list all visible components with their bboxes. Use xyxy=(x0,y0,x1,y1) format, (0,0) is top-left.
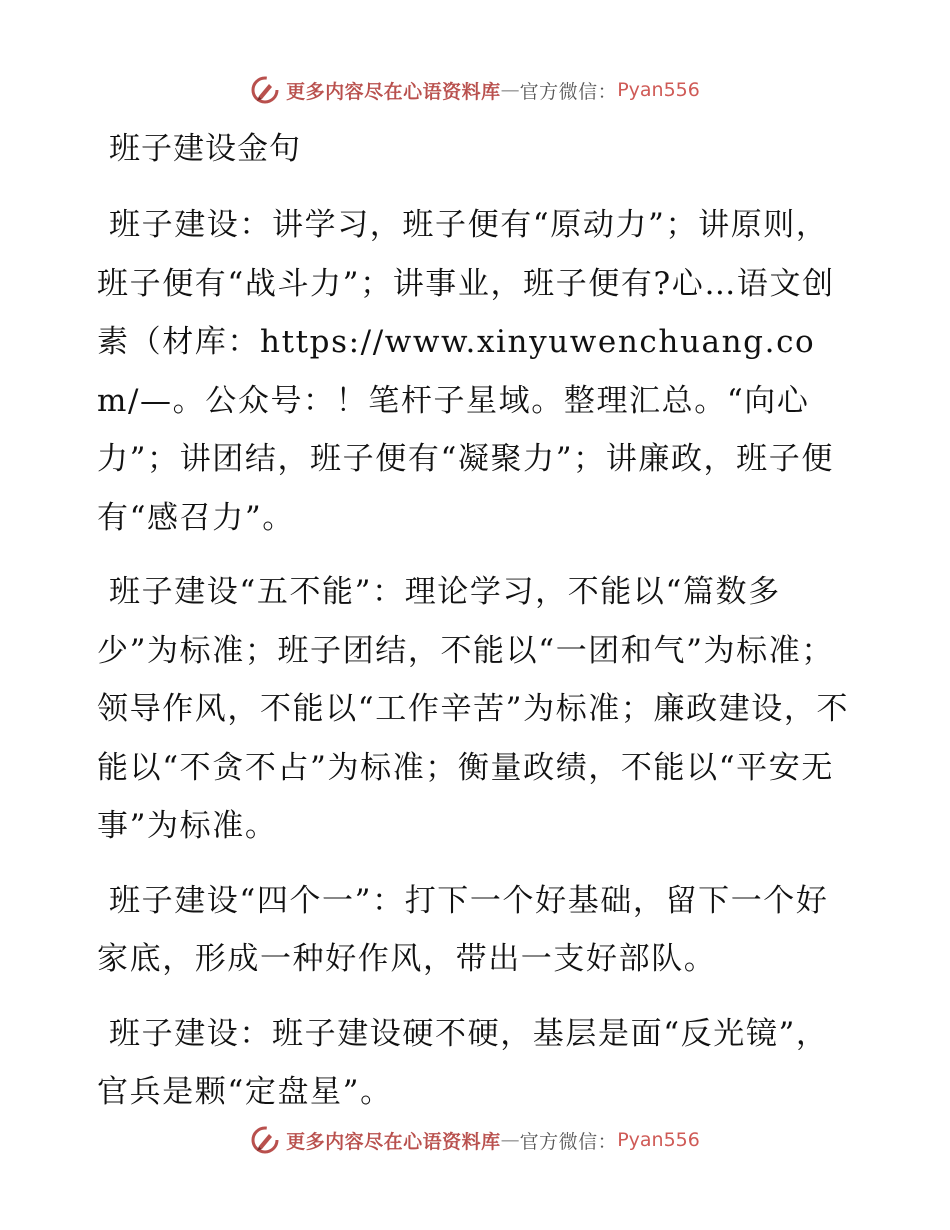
footer-banner xyxy=(0,1120,950,1160)
banner-label: 官方微信： xyxy=(519,1130,618,1153)
header-banner xyxy=(0,70,950,110)
banner-wechat-id: Pyan556 xyxy=(617,79,700,101)
pen-logo-icon xyxy=(250,75,280,105)
banner-wechat-id: Pyan556 xyxy=(617,1129,700,1151)
document-title: 班子建设金句 xyxy=(109,131,301,167)
banner-label: 官方微信： xyxy=(519,80,618,103)
banner-main-text: 更多内容尽在心语资料库 xyxy=(286,1130,501,1153)
banner-separator: — xyxy=(500,79,520,101)
paragraph-1: 班子建设：讲学习，班子便有“原动力”；讲原则，班子便有“战斗力”；讲事业，班子便有?心…语文创素（材库：https://www.xinyuwenchuang.com/—。公众号：！笔杆子星域。整理汇总。“向心力”；讲团结，班子便有“凝聚力”；讲廉政，班子便有“感召力”。 xyxy=(97,207,835,536)
pen-logo-icon xyxy=(250,1125,280,1155)
banner-main-text: 更多内容尽在心语资料库 xyxy=(286,80,501,103)
banner-separator: — xyxy=(500,1129,520,1151)
paragraph-3: 班子建设“四个一”：打下一个好基础，留下一个好家底，形成一种好作风，带出一支好部队。 xyxy=(97,882,829,977)
document-body xyxy=(97,120,857,1122)
paragraph-2: 班子建设“五不能”：理论学习，不能以“篇数多少”为标准；班子团结，不能以“一团和气”为标准；领导作风，不能以“工作辛苦”为标准；廉政建设，不能以“不贪不占”为标准；衡量政绩，不能以“平安无事”为标准。 xyxy=(97,574,850,844)
paragraph-4: 班子建设：班子建设硬不硬，基层是面“反光镜”，官兵是颗“定盘星”。 xyxy=(97,1015,829,1110)
